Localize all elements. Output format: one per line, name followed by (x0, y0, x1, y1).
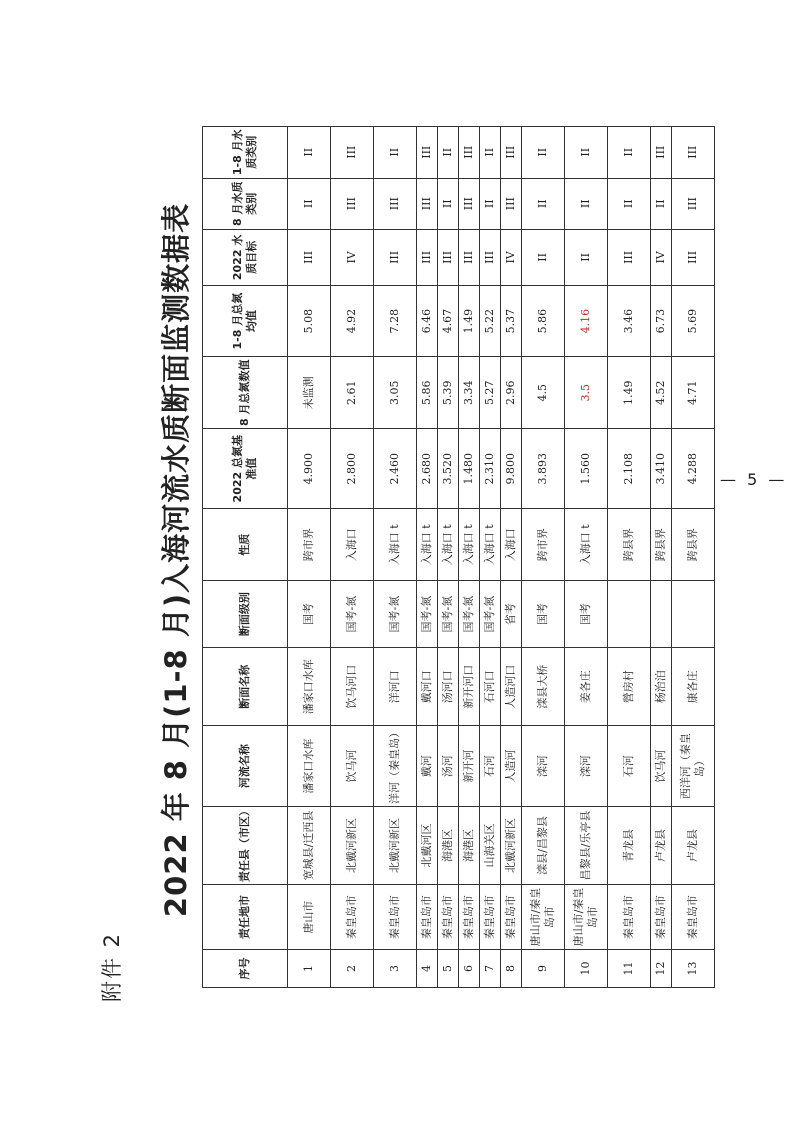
table-cell: II (522, 229, 565, 285)
table-cell: III (651, 127, 672, 179)
table-cell: III (480, 229, 501, 285)
table-cell: 5.86 (417, 357, 438, 429)
table-cell: 滦县大桥 (522, 648, 565, 726)
table-cell: II (288, 178, 331, 229)
col-header: 8 月总氮数值 (203, 357, 288, 429)
table-cell: 宽城县/迁西县 (288, 806, 331, 884)
table-cell: 人造河口 (501, 648, 522, 726)
table-cell: 4.288 (672, 428, 715, 509)
table-cell: 未监测 (288, 357, 331, 429)
table-cell (672, 581, 715, 648)
table-cell: 7 (480, 949, 501, 987)
table-body (288, 127, 715, 988)
table-cell: 北戴河新区 (374, 806, 417, 884)
table-cell: 人造河 (501, 726, 522, 807)
table-cell: 13 (672, 949, 715, 987)
table-cell: 3.5 (565, 357, 608, 429)
table-cell: 2 (331, 949, 374, 987)
table-cell: 西洋河（秦皇岛） (672, 726, 715, 807)
table-cell: 5.22 (480, 285, 501, 357)
table-cell: 秦皇岛市 (374, 885, 417, 950)
table-row (501, 127, 522, 988)
table-cell: III (459, 229, 480, 285)
table-cell: 4.5 (522, 357, 565, 429)
col-header: 8 月水质类别 (203, 178, 288, 229)
table-cell: 饮马河 (651, 726, 672, 807)
rotated-page (76, 110, 716, 1010)
table-cell: III (672, 229, 715, 285)
table-cell: 5.27 (480, 357, 501, 429)
table-cell: 饮马河口 (331, 648, 374, 726)
table-cell: 国考-氮 (438, 581, 459, 648)
table-row (608, 127, 651, 988)
table-cell: 10 (565, 949, 608, 987)
table-cell: 1 (288, 949, 331, 987)
table-cell: III (331, 127, 374, 179)
table-cell: 国考-氮 (417, 581, 438, 648)
table-cell: 杨治泊 (651, 648, 672, 726)
table-row (565, 127, 608, 988)
table-cell: 5.39 (438, 357, 459, 429)
table-cell: 秦皇岛市 (501, 885, 522, 950)
table-cell: 国考-氮 (374, 581, 417, 648)
table-cell: II (522, 178, 565, 229)
table-cell: 9 (522, 949, 565, 987)
table-cell: 1.49 (459, 285, 480, 357)
table-cell: 石河 (608, 726, 651, 807)
table-cell: 入海口 (501, 509, 522, 581)
table-cell: II (438, 127, 459, 179)
table-cell: 3.34 (459, 357, 480, 429)
attachment-label: 附件 2 (100, 931, 124, 1002)
table-cell: 入海口 (331, 509, 374, 581)
table-cell: 3.893 (522, 428, 565, 509)
table-cell: II (651, 178, 672, 229)
table-cell: 秦皇岛市 (480, 885, 501, 950)
table-cell: 6 (459, 949, 480, 987)
table-cell: III (438, 229, 459, 285)
table-cell: 秦皇岛市 (608, 885, 651, 950)
table-cell: 4.52 (651, 357, 672, 429)
col-header: 1-8 月总氮均值 (203, 285, 288, 357)
table-cell: 秦皇岛市 (438, 885, 459, 950)
table-cell: III (288, 229, 331, 285)
table-cell: 入海口 t (459, 509, 480, 581)
table-cell: III (417, 127, 438, 179)
table-cell: 12 (651, 949, 672, 987)
table-cell: 潘家口水库 (288, 648, 331, 726)
table-cell: 唐山市/秦皇岛市 (565, 885, 608, 950)
table-cell: 5.86 (522, 285, 565, 357)
table-cell: II (522, 127, 565, 179)
page-number: — 5 — (720, 470, 788, 489)
table-cell: 潘家口水库 (288, 726, 331, 807)
table-cell: 北戴河新区 (331, 806, 374, 884)
table-cell: 跨县界 (608, 509, 651, 581)
table-cell: 入海口 t (438, 509, 459, 581)
table-cell: II (565, 229, 608, 285)
table-cell: III (459, 178, 480, 229)
table-row (672, 127, 715, 988)
table-cell: II (608, 127, 651, 179)
table-cell: III (374, 229, 417, 285)
page-title: 2022 年 8 月(1-8 月)入海河流水质断面监测数据表 (159, 202, 193, 918)
col-header: 责任县（市区） (203, 806, 288, 884)
table-row (522, 127, 565, 988)
table-cell: III (417, 178, 438, 229)
table-cell: 国考 (522, 581, 565, 648)
table-row (651, 127, 672, 988)
col-header: 断面名称 (203, 648, 288, 726)
table-cell: 入海口 t (565, 509, 608, 581)
table-cell: III (459, 127, 480, 179)
table-cell: 11 (608, 949, 651, 987)
table-row (288, 127, 331, 988)
table-cell: 營房村 (608, 648, 651, 726)
table-cell: 石河 (480, 726, 501, 807)
table-cell: 唐山市 (288, 885, 331, 950)
table-cell: 4 (417, 949, 438, 987)
table-cell: 4.900 (288, 428, 331, 509)
table-cell: 跨市界 (522, 509, 565, 581)
table-cell: 3 (374, 949, 417, 987)
table-cell: 8 (501, 949, 522, 987)
table-cell: 卢龙县 (651, 806, 672, 884)
table-cell: 1.49 (608, 357, 651, 429)
table-cell: 海港区 (459, 806, 480, 884)
table-cell: II (565, 178, 608, 229)
table-cell: 3.05 (374, 357, 417, 429)
table-cell: 国考-氮 (480, 581, 501, 648)
table-cell: II (608, 178, 651, 229)
table-cell: 戴河口 (417, 648, 438, 726)
table-cell: 国考-氮 (331, 581, 374, 648)
table-cell: 戴河 (417, 726, 438, 807)
table-cell: II (565, 127, 608, 179)
table-cell: 秦皇岛市 (651, 885, 672, 950)
table-cell: 卢龙县 (672, 806, 715, 884)
table-row (331, 127, 374, 988)
table-cell: II (438, 178, 459, 229)
table-cell: 姜各庄 (565, 648, 608, 726)
table-cell: 滦河 (565, 726, 608, 807)
table-cell: 入海口 t (374, 509, 417, 581)
table-cell: 3.520 (438, 428, 459, 509)
table-cell: III (608, 229, 651, 285)
table-cell: III (501, 178, 522, 229)
table-cell: 海港区 (438, 806, 459, 884)
table-cell: 秦皇岛市 (417, 885, 438, 950)
table-row (480, 127, 501, 988)
table-cell: 北戴河新区 (501, 806, 522, 884)
table-cell: II (480, 178, 501, 229)
table-cell: 3.410 (651, 428, 672, 509)
table-cell: 7.28 (374, 285, 417, 357)
table-cell: 洋河（秦皇岛） (374, 726, 417, 807)
table-cell: 6.46 (417, 285, 438, 357)
table-row (438, 127, 459, 988)
table-cell: IV (651, 229, 672, 285)
table-cell: 石河口 (480, 648, 501, 726)
table-cell: 5.37 (501, 285, 522, 357)
table-row (459, 127, 480, 988)
table-cell: 5.69 (672, 285, 715, 357)
table-cell: III (501, 127, 522, 179)
table-cell: 1.480 (459, 428, 480, 509)
table-cell: 北戴河区 (417, 806, 438, 884)
table-row (417, 127, 438, 988)
table-cell: 唐山市/秦皇岛市 (522, 885, 565, 950)
table-cell: 2.460 (374, 428, 417, 509)
data-table (202, 126, 715, 988)
table-cell: 跨县界 (651, 509, 672, 581)
table-cell: II (374, 127, 417, 179)
header-row (203, 127, 288, 988)
table-cell: 新开河口 (459, 648, 480, 726)
table-row (374, 127, 417, 988)
table-cell: 汤河 (438, 726, 459, 807)
col-header: 序号 (203, 949, 288, 987)
table-cell: 跨县界 (672, 509, 715, 581)
table-cell: III (331, 178, 374, 229)
table-cell: IV (331, 229, 374, 285)
table-cell: 昌黎县/乐亭县 (565, 806, 608, 884)
table-cell: 2.108 (608, 428, 651, 509)
table-cell: 滦县/昌黎县 (522, 806, 565, 884)
table-cell: 2.680 (417, 428, 438, 509)
table-cell: 国考 (565, 581, 608, 648)
table-cell: 青龙县 (608, 806, 651, 884)
table-cell: 4.16 (565, 285, 608, 357)
col-header: 河流名称 (203, 726, 288, 807)
table-cell: 3.46 (608, 285, 651, 357)
table-cell: 4.92 (331, 285, 374, 357)
table-cell (608, 581, 651, 648)
table-cell: 跨市界 (288, 509, 331, 581)
table-cell: II (288, 127, 331, 179)
table-cell: IV (501, 229, 522, 285)
table-cell: 国考-氮 (459, 581, 480, 648)
table-cell: 新开河 (459, 726, 480, 807)
table-cell: 1.560 (565, 428, 608, 509)
table-cell: 洋河口 (374, 648, 417, 726)
table-cell: III (374, 178, 417, 229)
col-header: 1-8 月水质类别 (203, 127, 288, 179)
table-cell: 9.800 (501, 428, 522, 509)
table-cell: 2.800 (331, 428, 374, 509)
col-header: 2022 水质目标 (203, 229, 288, 285)
table-cell: 康各庄 (672, 648, 715, 726)
table-cell: 饮马河 (331, 726, 374, 807)
table-cell: II (480, 127, 501, 179)
table-cell: III (672, 127, 715, 179)
table-cell: 入海口 t (480, 509, 501, 581)
table-cell (651, 581, 672, 648)
col-header: 断面级别 (203, 581, 288, 648)
table-cell: 秦皇岛市 (331, 885, 374, 950)
table-cell: 4.67 (438, 285, 459, 357)
col-header: 2022 总氮基准值 (203, 428, 288, 509)
table-cell: 省考 (501, 581, 522, 648)
table-cell: 滦河 (522, 726, 565, 807)
table-cell: 4.71 (672, 357, 715, 429)
table-cell: 汤河口 (438, 648, 459, 726)
table-cell: 秦皇岛市 (459, 885, 480, 950)
table-cell: 2.96 (501, 357, 522, 429)
table-cell: 国考 (288, 581, 331, 648)
table-cell: 2.310 (480, 428, 501, 509)
table-cell: 6.73 (651, 285, 672, 357)
table-cell: 5 (438, 949, 459, 987)
col-header: 性质 (203, 509, 288, 581)
table-cell: 5.08 (288, 285, 331, 357)
table-cell: 秦皇岛市 (672, 885, 715, 950)
col-header: 责任地市 (203, 885, 288, 950)
table-cell: III (672, 178, 715, 229)
table-cell: III (417, 229, 438, 285)
table-cell: 入海口 t (417, 509, 438, 581)
table-cell: 山海关区 (480, 806, 501, 884)
table-cell: 2.61 (331, 357, 374, 429)
